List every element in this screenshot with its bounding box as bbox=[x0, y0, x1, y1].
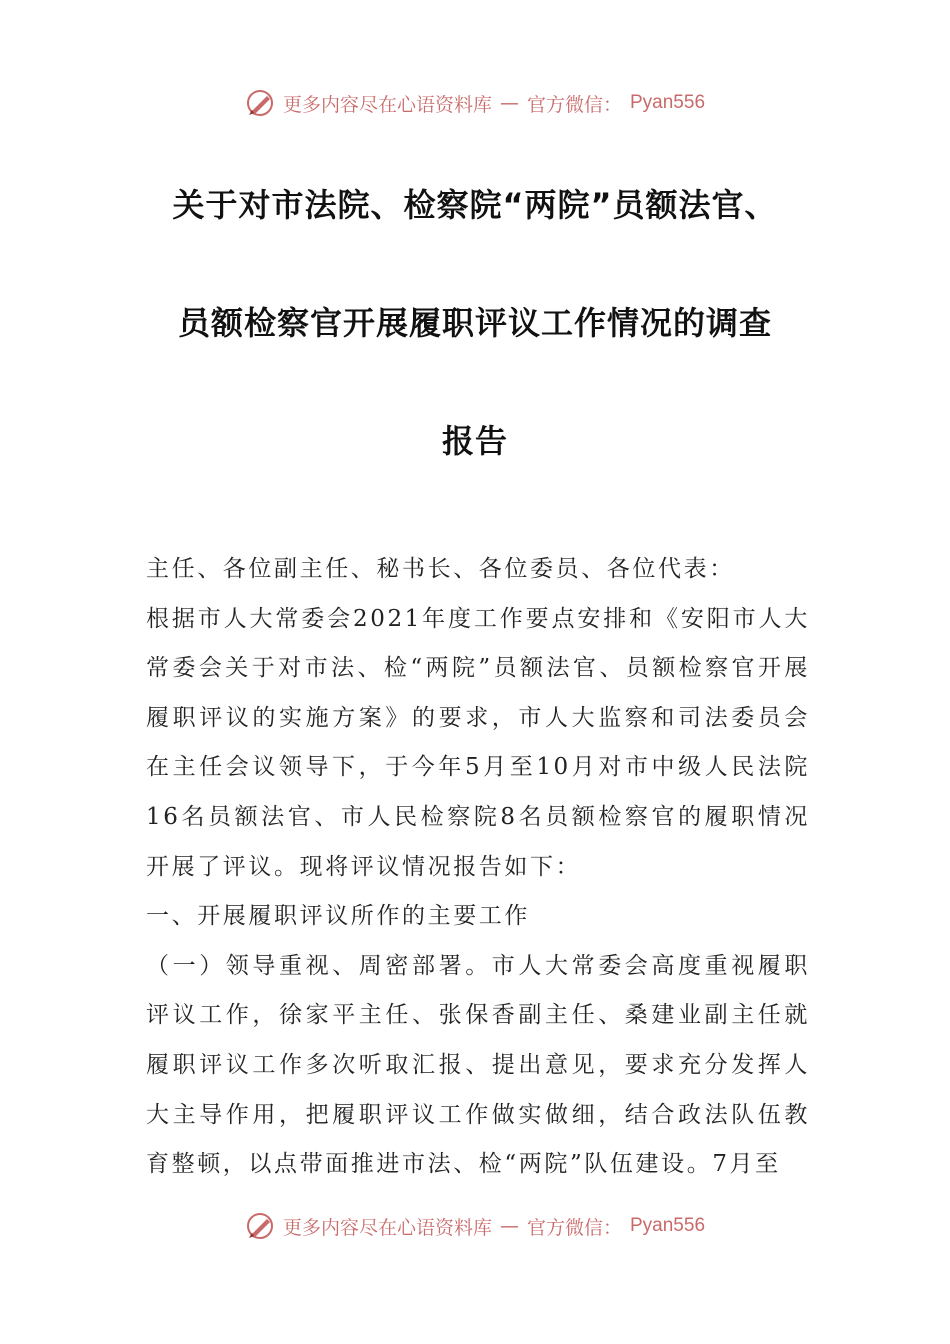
pen-logo-icon bbox=[245, 88, 275, 118]
paragraph-2: （一）领导重视、周密部署。市人大常委会高度重视履职评议工作，徐家平主任、张保香副主任、桑建业副主任就履职评议工作多次听取汇报、提出意见，要求充分发挥人大主导作用，把履职评议工作做实做细，结合政法队伍教育整顿，以点带面推进市法、检“两院”队伍建设。7月至 bbox=[146, 952, 810, 1178]
document-title-line-2: 员额检察官开展履职评议工作情况的调查 bbox=[177, 304, 772, 342]
watermark-text: 更多内容尽在心语资料库 bbox=[282, 1216, 492, 1239]
watermark-separator: — bbox=[499, 92, 519, 114]
salutation: 主任、各位副主任、秘书长、各位委员、各位代表： bbox=[146, 556, 735, 582]
document-title-line-1: 关于对市法院、检察院“两院”员额法官、 bbox=[172, 186, 778, 224]
watermark-header bbox=[0, 88, 950, 118]
document-title-line-3: 报告 bbox=[441, 422, 508, 460]
watermark-account-label: 官方微信： bbox=[526, 93, 622, 116]
pen-logo-icon bbox=[245, 1211, 275, 1241]
watermark-separator: — bbox=[499, 1215, 519, 1237]
document-body bbox=[146, 545, 810, 1190]
section-heading-1: 一、开展履职评议所作的主要工作 bbox=[146, 903, 530, 930]
watermark-account-id: Pyan556 bbox=[630, 92, 706, 113]
watermark-text: 更多内容尽在心语资料库 bbox=[282, 93, 492, 116]
watermark-footer bbox=[0, 1211, 950, 1241]
paragraph-1: 根据市人大常委会2021年度工作要点安排和《安阳市人大常委会关于对市法、检“两院”员额法官、员额检察官开展履职评议的实施方案》的要求，市人大监察和司法委员会在主任会议领导下，于今年5月至10月对市中级人民法院16名员额法官、市人民检察院8名员额检察官的履职情况开展了评议。现将评议情况报告如下： bbox=[146, 605, 810, 880]
watermark-account-id: Pyan556 bbox=[630, 1215, 706, 1236]
watermark-account-label: 官方微信： bbox=[526, 1216, 622, 1239]
